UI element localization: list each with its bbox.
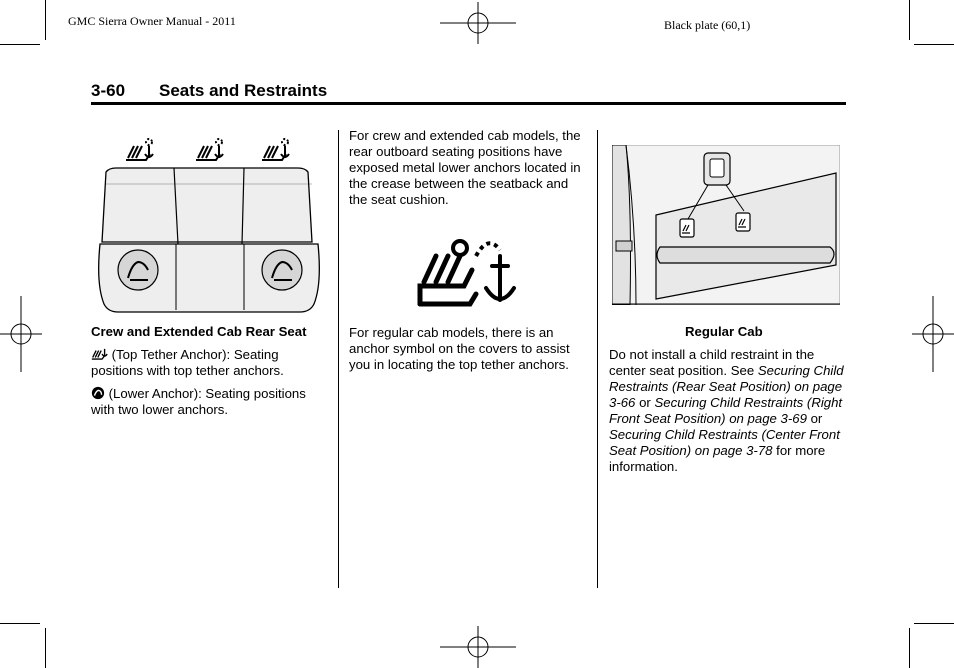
section-title: Seats and Restraints (159, 81, 328, 100)
top-tether-anchor-icon (126, 139, 153, 160)
center-seat-paragraph (609, 347, 845, 475)
plate-label: Black plate (60,1) (664, 18, 751, 32)
paragraph-text: or (806, 411, 823, 426)
registration-mark-right (912, 296, 954, 372)
top-tether-anchor-icon (262, 139, 289, 160)
header-rule (91, 102, 846, 105)
link-rear-seat[interactable]: Securing Child Restraints (Rear Seat Position) on page 3-66 (609, 363, 844, 410)
crop-mark-br-v (909, 628, 910, 668)
figure-caption-rear-seat: Crew and Extended Cab Rear Seat (91, 324, 307, 339)
top-tether-anchor-icon (91, 347, 108, 361)
crop-mark-bl-v (45, 628, 46, 668)
crop-mark-tr-h (914, 44, 954, 45)
column-divider-2 (597, 130, 598, 588)
crew-cab-paragraph: For crew and extended cab models, the rear outboard seating positions have exposed metal lower anchors located in the crease between the seatback and the seat cushion. (349, 128, 581, 207)
tether-anchor-symbol (416, 234, 520, 310)
rear-seat-illustration (94, 132, 324, 320)
lower-anchor-icon (262, 250, 302, 290)
paragraph-text: Do not install a child restraint in the center seat position. See (609, 347, 815, 378)
manual-title: GMC Sierra Owner Manual - 2011 (68, 14, 236, 28)
regular-cab-illustration (612, 145, 840, 305)
paragraph-text: or (635, 395, 655, 410)
registration-mark-left (0, 296, 42, 372)
lower-anchor-icon (91, 386, 105, 400)
link-center-front-seat[interactable]: Securing Child Restraints (Center Front Seat Position) on page 3-78 (609, 427, 840, 458)
lower-anchor-paragraph (91, 386, 331, 418)
page-number: 3-60 (91, 81, 126, 100)
crop-mark-br-h (914, 623, 954, 624)
crop-mark-tr-v (909, 0, 910, 40)
crop-mark-bl-h (0, 623, 40, 624)
registration-mark-bottom (440, 626, 516, 668)
top-tether-paragraph (91, 347, 331, 379)
lower-anchor-icon (118, 250, 158, 290)
column-divider-1 (338, 130, 339, 588)
lower-anchor-text: (Lower Anchor): Seating positions with two lower anchors. (91, 386, 306, 417)
regular-cab-paragraph: For regular cab models, there is an anchor symbol on the covers to assist you in locating the top tether anchors. (349, 325, 570, 372)
crop-mark-tl-v (45, 0, 46, 40)
link-right-front-seat[interactable]: Securing Child Restraints (Right Front Seat Position) on page 3-69 (609, 395, 843, 426)
figure-caption-regular-cab: Regular Cab (685, 324, 763, 339)
crop-mark-tl-h (0, 44, 40, 45)
top-tether-anchor-icon (196, 139, 223, 160)
registration-mark-top (440, 2, 516, 44)
top-tether-text: (Top Tether Anchor): Seating positions with top tether anchors. (91, 347, 284, 378)
paragraph-text: for more information. (609, 443, 826, 474)
